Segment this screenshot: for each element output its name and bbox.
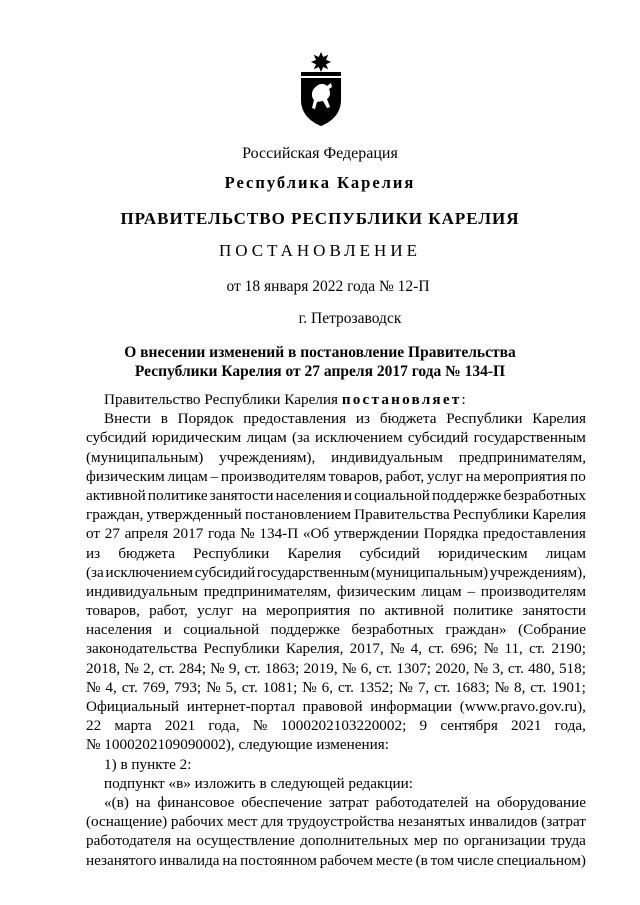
body-line: активной политике занятости населения и социальной поддержке безработных	[86, 486, 586, 504]
body-line: 22 марта 2021 года, № 1000202103220002; 9 сентября 2021 года,	[86, 717, 586, 735]
document-type: ПОСТАНОВЛЕНИЕ	[218, 241, 421, 260]
republic-name: Республика Карелия	[224, 173, 416, 192]
subject-line-1: О внесении изменений в постановление Правительства	[124, 344, 516, 361]
decree-intro-suffix: :	[461, 391, 466, 408]
date-and-number: от 18 января 2022 года № 12-П	[226, 278, 430, 295]
body-line: граждан, утвержденный постановлением Правительства Республики Карелия	[86, 506, 586, 524]
body-line: (оснащение) рабочих мест для трудоустройства незанятых инвалидов (затрат	[86, 813, 586, 831]
decree-keyword: постановляет	[341, 391, 462, 408]
body-line: № 1000202109090002), следующие изменения:	[86, 736, 389, 754]
body-line: 2018, № 2, ст. 284; № 9, ст. 1863; 2019, № 6, ст. 1307; 2020, № 3, ст. 480, 518;	[86, 659, 586, 677]
body-line: № 4, ст. 769, 793; № 5, ст. 1081; № 6, ст. 1352; № 7, ст. 1683; № 8, ст. 1901;	[86, 678, 586, 696]
body-line: от 27 апреля 2017 года № 134-П «Об утверждении Порядка предоставления	[86, 525, 586, 543]
body-line: (за исключением субсидий государственным (муниципальным) учреждениям),	[86, 563, 586, 581]
decree-intro	[86, 390, 586, 409]
body-line: «(в) на финансовое обеспечение затрат работодателей на оборудование	[104, 793, 586, 811]
body-line: незанятого инвалида на постоянном рабочем месте (в том числе специальном)	[86, 851, 586, 869]
decree-intro-prefix: Правительство Республики Карелия	[104, 391, 342, 408]
body-line: из бюджета Республики Карелия субсидий юридическим лицам	[86, 544, 586, 562]
emblem-of-karelia	[297, 50, 345, 130]
government-title: ПРАВИТЕЛЬСТВО РЕСПУБЛИКИ КАРЕЛИЯ	[120, 209, 520, 228]
body-line: работодателя на осуществление дополнительных мер по организации труда	[86, 832, 586, 850]
country-name: Российская Федерация	[242, 145, 398, 162]
body-line: Официальный интернет-портал правовой информации (www.pravo.gov.ru),	[86, 698, 586, 715]
body-line: индивидуальным предпринимателям, физическим лицам – производителям	[86, 582, 586, 600]
body-line: подпункт «в» изложить в следующей редакции:	[104, 774, 413, 792]
subject-line-2: Республики Карелия от 27 апреля 2017 года № 134-П	[134, 363, 506, 380]
document-body	[86, 390, 586, 870]
city: г. Петрозаводск	[298, 310, 402, 327]
body-line: 1) в пункте 2:	[104, 755, 192, 773]
body-line: Внести в Порядок предоставления из бюджета Республики Карелия	[104, 410, 586, 428]
body-line: субсидий юридическим лицам (за исключением субсидий государственным	[86, 429, 586, 447]
body-line: товаров, работ, услуг на мероприятия по активной политике занятости	[86, 602, 586, 620]
body-line: населения и социальной поддержке безработных граждан» (Собрание	[86, 621, 586, 639]
body-paragraphs	[86, 409, 586, 870]
body-line: (муниципальным) учреждениям), индивидуальным предпринимателям,	[86, 448, 586, 466]
body-line: физическим лицам – производителям товаров, работ, услуг на мероприятия по	[86, 467, 586, 485]
body-line: законодательства Республики Карелия, 2017, № 4, ст. 696; № 11, ст. 2190;	[86, 640, 586, 658]
